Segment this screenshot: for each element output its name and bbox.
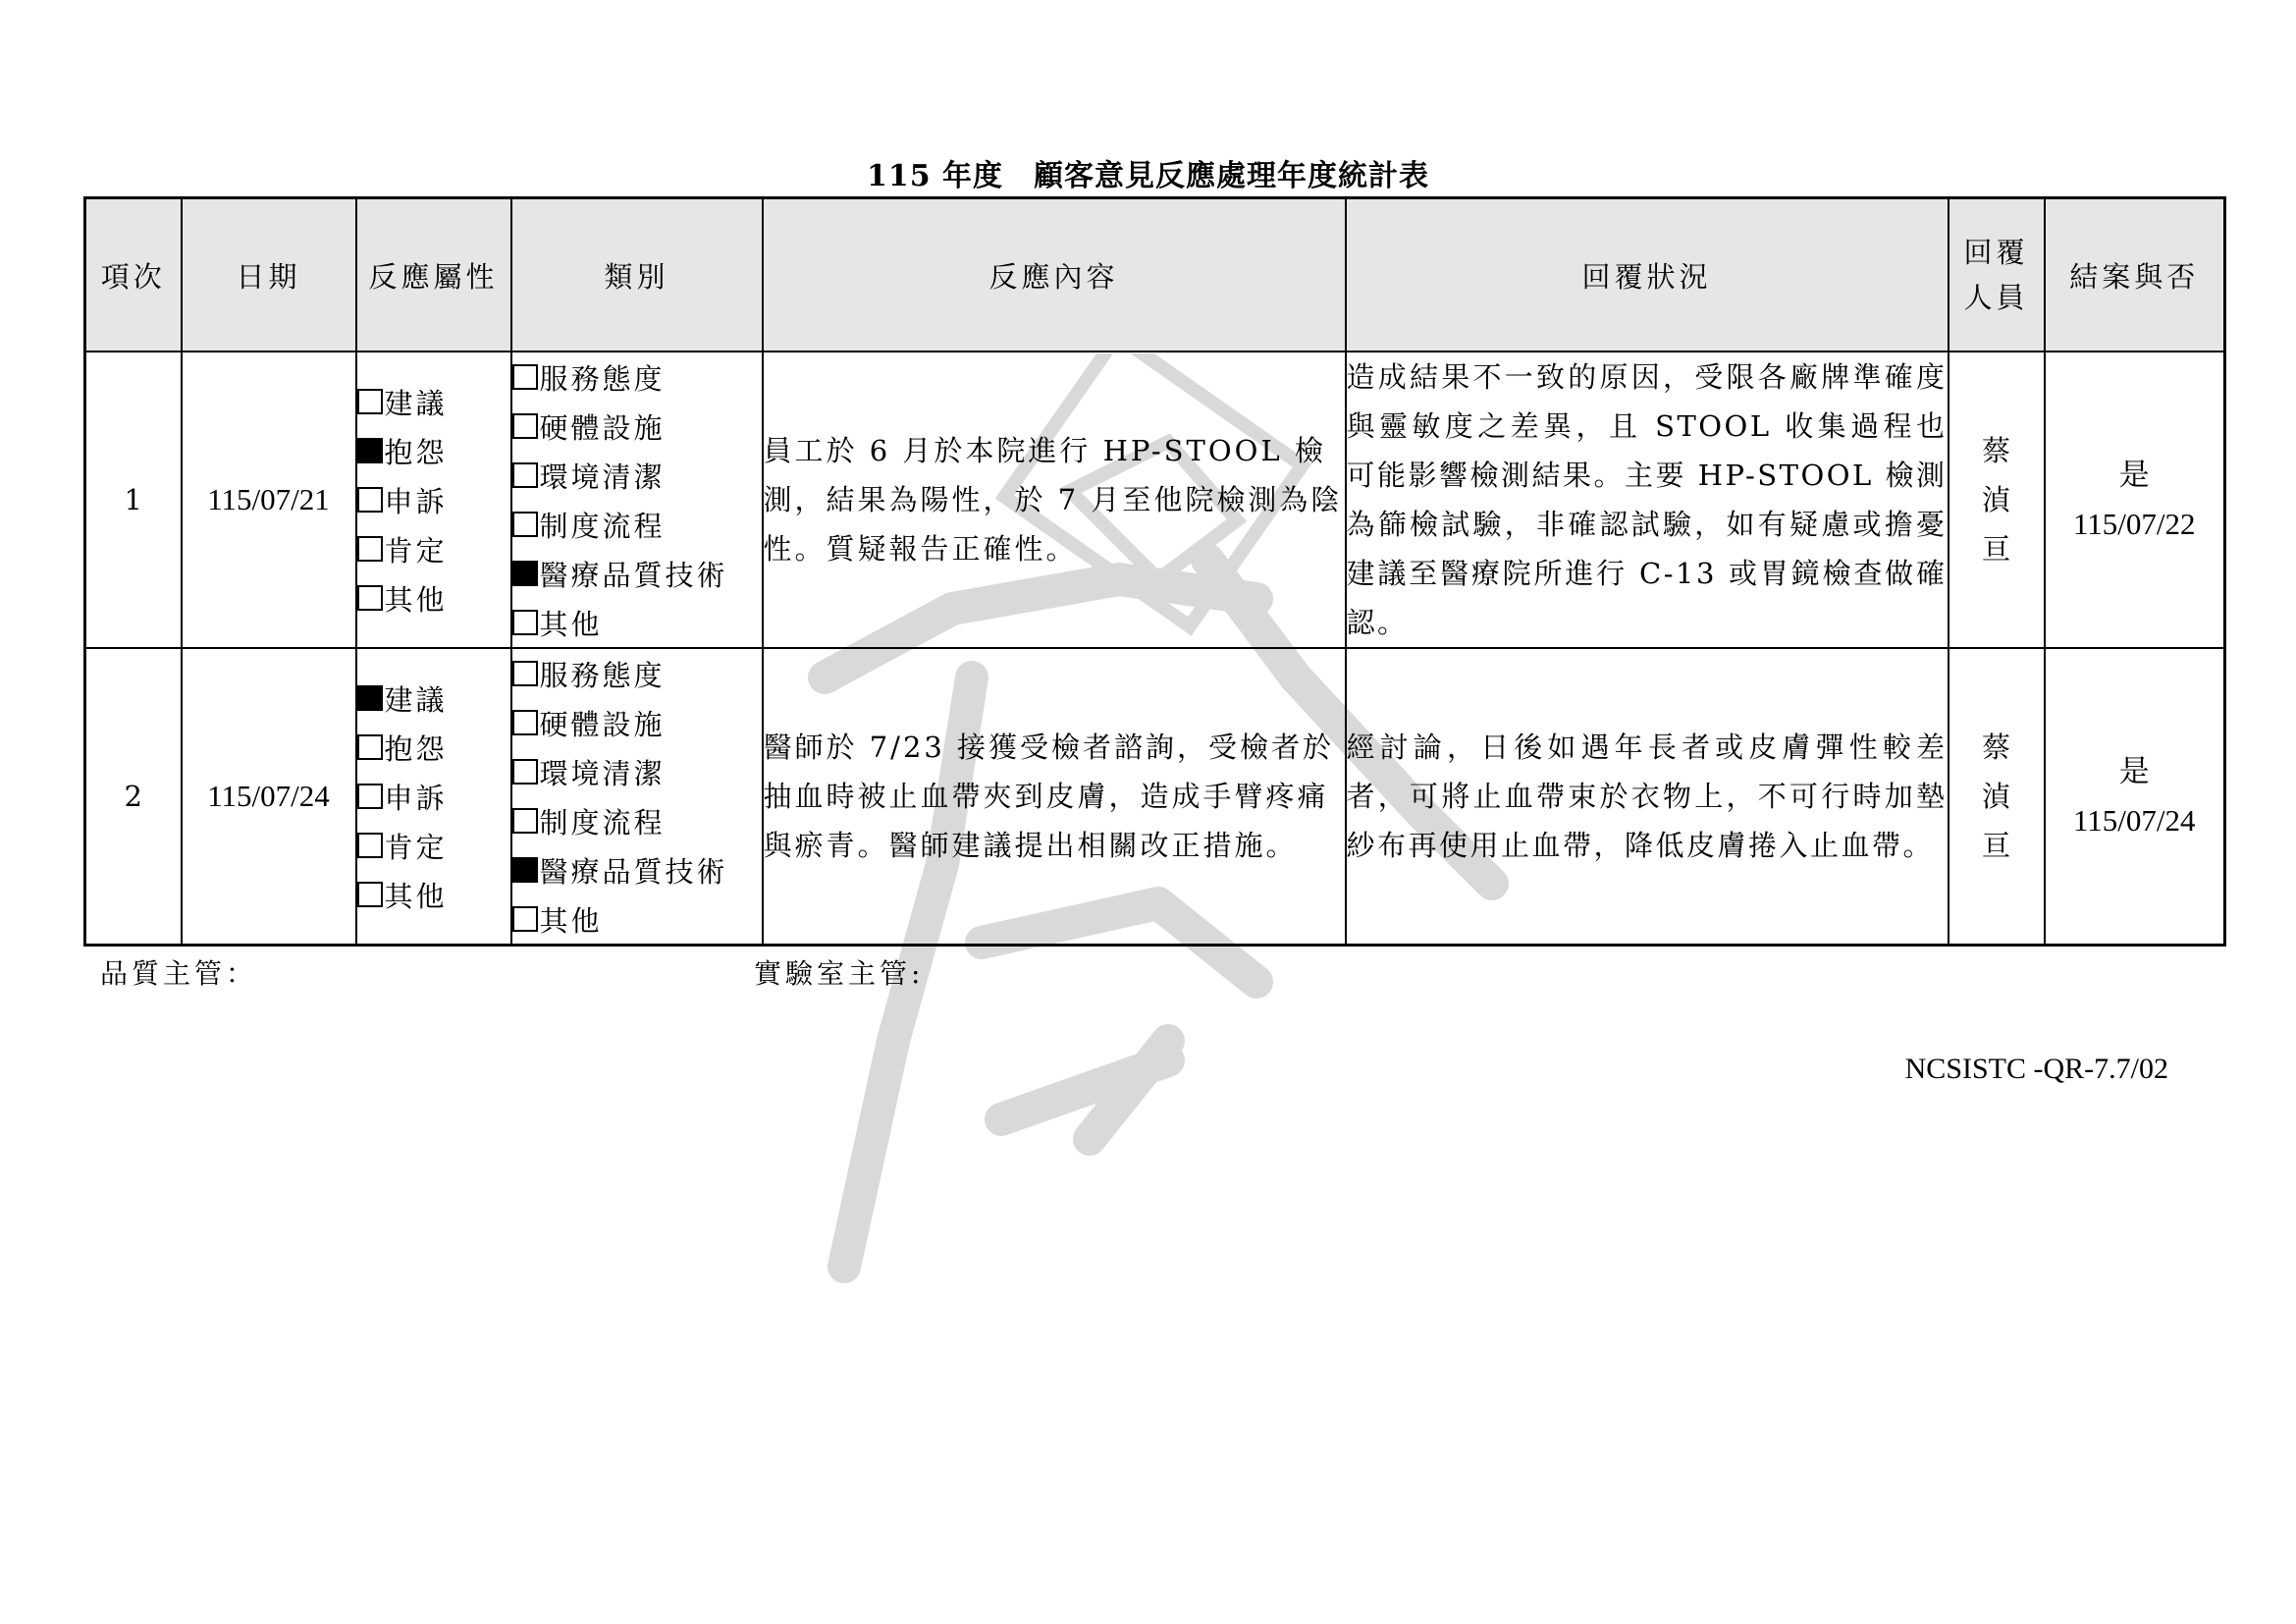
row-closed — [2045, 648, 2225, 946]
type-label: 其他 — [539, 607, 603, 641]
checkbox[interactable] — [357, 389, 383, 414]
feedback-table — [83, 196, 2226, 947]
row-types — [511, 648, 763, 946]
table-row — [85, 352, 2225, 648]
attr-label: 建議 — [384, 386, 448, 420]
staff-char: 湞 — [1981, 780, 2010, 813]
checkbox[interactable] — [512, 857, 538, 883]
checkbox[interactable] — [512, 710, 538, 735]
attr-option[interactable] — [357, 821, 510, 870]
type-label: 服務態度 — [539, 361, 666, 396]
header-type: 類別 — [511, 198, 763, 352]
table-header-row — [85, 198, 2225, 352]
closed-status: 是 — [2118, 754, 2150, 788]
row-no: 1 — [85, 352, 182, 648]
type-label: 硬體設施 — [539, 707, 666, 741]
attr-option[interactable] — [357, 573, 510, 623]
type-label: 醫療品質技術 — [539, 558, 728, 592]
staff-char: 亘 — [1981, 532, 2010, 566]
closed-date: 115/07/24 — [2072, 803, 2196, 838]
attr-option[interactable] — [357, 723, 510, 772]
attr-option[interactable] — [357, 674, 510, 723]
type-option[interactable] — [512, 698, 762, 747]
closed-status: 是 — [2118, 458, 2150, 492]
checkbox[interactable] — [512, 413, 538, 439]
attr-label: 肯定 — [384, 830, 448, 864]
checkbox[interactable] — [357, 685, 383, 711]
row-staff — [1949, 352, 2045, 648]
type-option[interactable] — [512, 549, 762, 598]
type-label: 醫療品質技術 — [539, 854, 728, 889]
attr-label: 其他 — [384, 879, 448, 913]
row-date: 115/07/24 — [182, 648, 356, 946]
row-staff — [1949, 648, 2045, 946]
staff-char: 湞 — [1981, 483, 2010, 516]
type-option[interactable] — [512, 598, 762, 647]
row-types — [511, 352, 763, 648]
checkbox[interactable] — [357, 585, 383, 611]
row-date: 115/07/21 — [182, 352, 356, 648]
staff-char: 亘 — [1981, 829, 2010, 862]
attr-option[interactable] — [357, 475, 510, 524]
header-content: 反應內容 — [763, 198, 1346, 352]
attr-option[interactable] — [357, 524, 510, 573]
header-no: 項次 — [85, 198, 182, 352]
staff-char: 蔡 — [1981, 731, 2010, 764]
type-option[interactable] — [512, 845, 762, 894]
attr-label: 抱怨 — [384, 731, 448, 766]
attr-label: 建議 — [384, 682, 448, 717]
checkbox[interactable] — [357, 784, 383, 809]
row-reply: 經討論，日後如遇年長者或皮膚彈性較差者，可將止血帶束於衣物上，不可行時加墊紗布再使用止血帶，降低皮膚捲入止血帶。 — [1346, 648, 1949, 946]
attr-label: 肯定 — [384, 533, 448, 568]
checkbox[interactable] — [512, 808, 538, 834]
checkbox[interactable] — [512, 512, 538, 537]
page-title: 115 年度 顧客意見反應處理年度統計表 — [866, 159, 1430, 193]
type-label: 服務態度 — [539, 658, 666, 692]
staff-char: 蔡 — [1981, 434, 2010, 467]
type-label: 環境清潔 — [539, 460, 666, 494]
checkbox[interactable] — [512, 561, 538, 586]
type-option[interactable] — [512, 747, 762, 796]
header-staff-line2: 人員 — [1963, 281, 2029, 314]
header-reply: 回覆狀況 — [1346, 198, 1949, 352]
header-attr: 反應屬性 — [356, 198, 511, 352]
checkbox[interactable] — [357, 734, 383, 760]
attr-label: 其他 — [384, 582, 448, 617]
checkbox[interactable] — [512, 759, 538, 785]
attr-label: 申訴 — [384, 484, 448, 518]
checkbox[interactable] — [357, 536, 383, 562]
attr-option[interactable] — [357, 426, 510, 475]
header-staff — [1949, 198, 2045, 352]
row-closed — [2045, 352, 2225, 648]
header-date: 日期 — [182, 198, 356, 352]
row-content: 醫師於 7/23 接獲受檢者諮詢，受檢者於抽血時被止血帶夾到皮膚，造成手臂疼痛與瘀青。醫師建議提出相關改正措施。 — [763, 648, 1346, 946]
attr-label: 抱怨 — [384, 435, 448, 469]
attr-label: 申訴 — [384, 781, 448, 815]
attr-option[interactable] — [357, 377, 510, 426]
row-attributes — [356, 352, 511, 648]
type-label: 環境清潔 — [539, 756, 666, 790]
row-content: 員工於 6 月於本院進行 HP-STOOL 檢測，結果為陽性，於 7 月至他院檢測為陰性。質疑報告正確性。 — [763, 352, 1346, 648]
type-option[interactable] — [512, 894, 762, 944]
type-option[interactable] — [512, 500, 762, 549]
table-row — [85, 648, 2225, 946]
type-label: 制度流程 — [539, 805, 666, 839]
type-label: 硬體設施 — [539, 410, 666, 445]
checkbox[interactable] — [512, 610, 538, 635]
checkbox[interactable] — [357, 487, 383, 513]
lab-supervisor-label: 實驗室主管: — [754, 957, 925, 990]
checkbox[interactable] — [357, 438, 383, 463]
type-option[interactable] — [512, 402, 762, 451]
type-option[interactable] — [512, 796, 762, 845]
header-staff-line1: 回覆 — [1963, 236, 2029, 269]
header-closed: 結案與否 — [2045, 198, 2225, 352]
row-attributes — [356, 648, 511, 946]
row-reply: 造成結果不一致的原因，受限各廠牌準確度與靈敏度之差異，且 STOOL 收集過程也可能影響檢測結果。主要 HP-STOOL 檢測為篩檢試驗，非確認試驗，如有疑慮或擔憂建議至醫療院所進行 C-13 或胃鏡檢查做確認。 — [1346, 352, 1949, 648]
type-option[interactable] — [512, 649, 762, 698]
row-no: 2 — [85, 648, 182, 946]
attr-option[interactable] — [357, 772, 510, 821]
type-label: 制度流程 — [539, 509, 666, 543]
attr-option[interactable] — [357, 870, 510, 919]
type-label: 其他 — [539, 903, 603, 938]
checkbox[interactable] — [512, 462, 538, 488]
checkbox[interactable] — [357, 833, 383, 858]
checkbox[interactable] — [357, 882, 383, 907]
form-number: NCSISTC -QR-7.7/02 — [1904, 1053, 2168, 1085]
type-option[interactable] — [512, 352, 762, 402]
type-option[interactable] — [512, 451, 762, 500]
checkbox[interactable] — [512, 661, 538, 686]
checkbox[interactable] — [512, 906, 538, 932]
closed-date: 115/07/22 — [2072, 507, 2196, 541]
quality-supervisor-label: 品質主管： — [100, 957, 258, 990]
checkbox[interactable] — [512, 364, 538, 390]
